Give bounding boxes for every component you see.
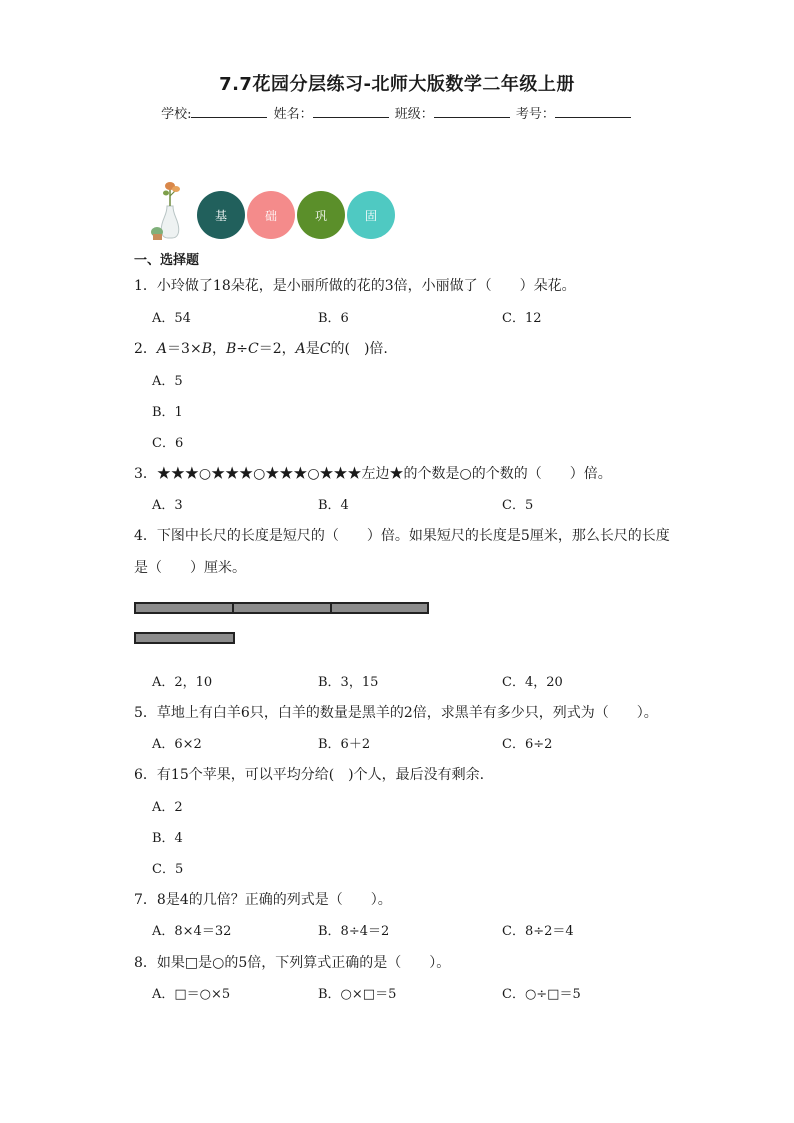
school-blank[interactable] [191, 105, 267, 118]
q4-option-b[interactable]: B．3，15 [318, 675, 379, 690]
q3-option-a[interactable]: A．3 [152, 498, 183, 513]
q8-option-a[interactable]: A．□＝○×5 [152, 987, 231, 1002]
q1-option-c[interactable]: C．12 [502, 311, 542, 326]
badge-gu: 固 [347, 191, 395, 239]
exam-number-label: 考号： [515, 107, 555, 122]
q2-option-c[interactable]: C．6 [152, 436, 184, 451]
q5-option-b[interactable]: B．6＋2 [318, 737, 371, 752]
flower-vase-icon [148, 180, 192, 242]
q6-option-c[interactable]: C．5 [152, 862, 184, 877]
section-heading: 一、选择题 [134, 253, 200, 268]
school-label: 学校: [161, 107, 192, 122]
question-1: 1．小玲做了18朵花，是小丽所做的花的3倍，小丽做了（ ）朵花。 [134, 278, 576, 294]
badge-gong: 巩 [297, 191, 345, 239]
class-label: 班级： [394, 107, 434, 122]
q3-option-c[interactable]: C．5 [502, 498, 534, 513]
q8-option-c[interactable]: C．○÷□＝5 [502, 987, 581, 1002]
q7-option-a[interactable]: A．8×4＝32 [152, 924, 232, 939]
class-blank[interactable] [434, 105, 510, 118]
question-5: 5．草地上有白羊6只，白羊的数量是黑羊的2倍，求黑羊有多少只，列式为（ ）。 [134, 705, 658, 721]
q1-option-b[interactable]: B．6 [318, 311, 349, 326]
student-info-line [0, 103, 794, 122]
q1-option-a[interactable]: A．54 [152, 311, 191, 326]
q6-option-b[interactable]: B．4 [152, 831, 183, 846]
question-4-line-1: 4．下图中长尺的长度是短尺的（ ）倍。如果短尺的长度是5厘米，那么长尺的长度 [134, 528, 670, 544]
q2-option-a[interactable]: A．5 [152, 374, 183, 389]
long-ruler-divider [330, 602, 332, 614]
question-8: 8．如果□是○的5倍，下列算式正确的是（ ）。 [134, 955, 451, 971]
badge-chu: 础 [247, 191, 295, 239]
q3-option-b[interactable]: B．4 [318, 498, 349, 513]
short-ruler [134, 632, 235, 644]
name-blank[interactable] [313, 105, 389, 118]
q8-option-b[interactable]: B．○×□＝5 [318, 987, 397, 1002]
page-title: 7.7花园分层练习-北师大版数学二年级上册 [219, 74, 575, 95]
q6-option-a[interactable]: A．2 [152, 800, 183, 815]
question-7: 7．8是4的几倍？正确的列式是（ ）。 [134, 892, 392, 908]
q2-option-b[interactable]: B．1 [152, 405, 183, 420]
q4-option-a[interactable]: A．2，10 [152, 675, 213, 690]
exam-number-blank[interactable] [555, 105, 631, 118]
q7-option-b[interactable]: B．8÷4＝2 [318, 924, 390, 939]
badge-ji: 基 [197, 191, 245, 239]
q5-option-a[interactable]: A．6×2 [152, 737, 202, 752]
q4-option-c[interactable]: C．4，20 [502, 675, 563, 690]
question-3: 3．★★★○★★★○★★★○★★★左边★的个数是○的个数的（ ）倍。 [134, 466, 612, 482]
q7-option-c[interactable]: C．8÷2＝4 [502, 924, 574, 939]
question-6: 6．有15个苹果，可以平均分给( )个人，最后没有剩余. [134, 767, 485, 783]
long-ruler-divider [232, 602, 234, 614]
long-ruler [134, 602, 429, 614]
q5-option-c[interactable]: C．6÷2 [502, 737, 553, 752]
question-2: 2．A＝3×B，B÷C＝2，A是C的( )倍. [134, 341, 388, 357]
name-label: 姓名： [273, 107, 313, 122]
question-4-line-2: 是（ ）厘米。 [134, 560, 246, 576]
